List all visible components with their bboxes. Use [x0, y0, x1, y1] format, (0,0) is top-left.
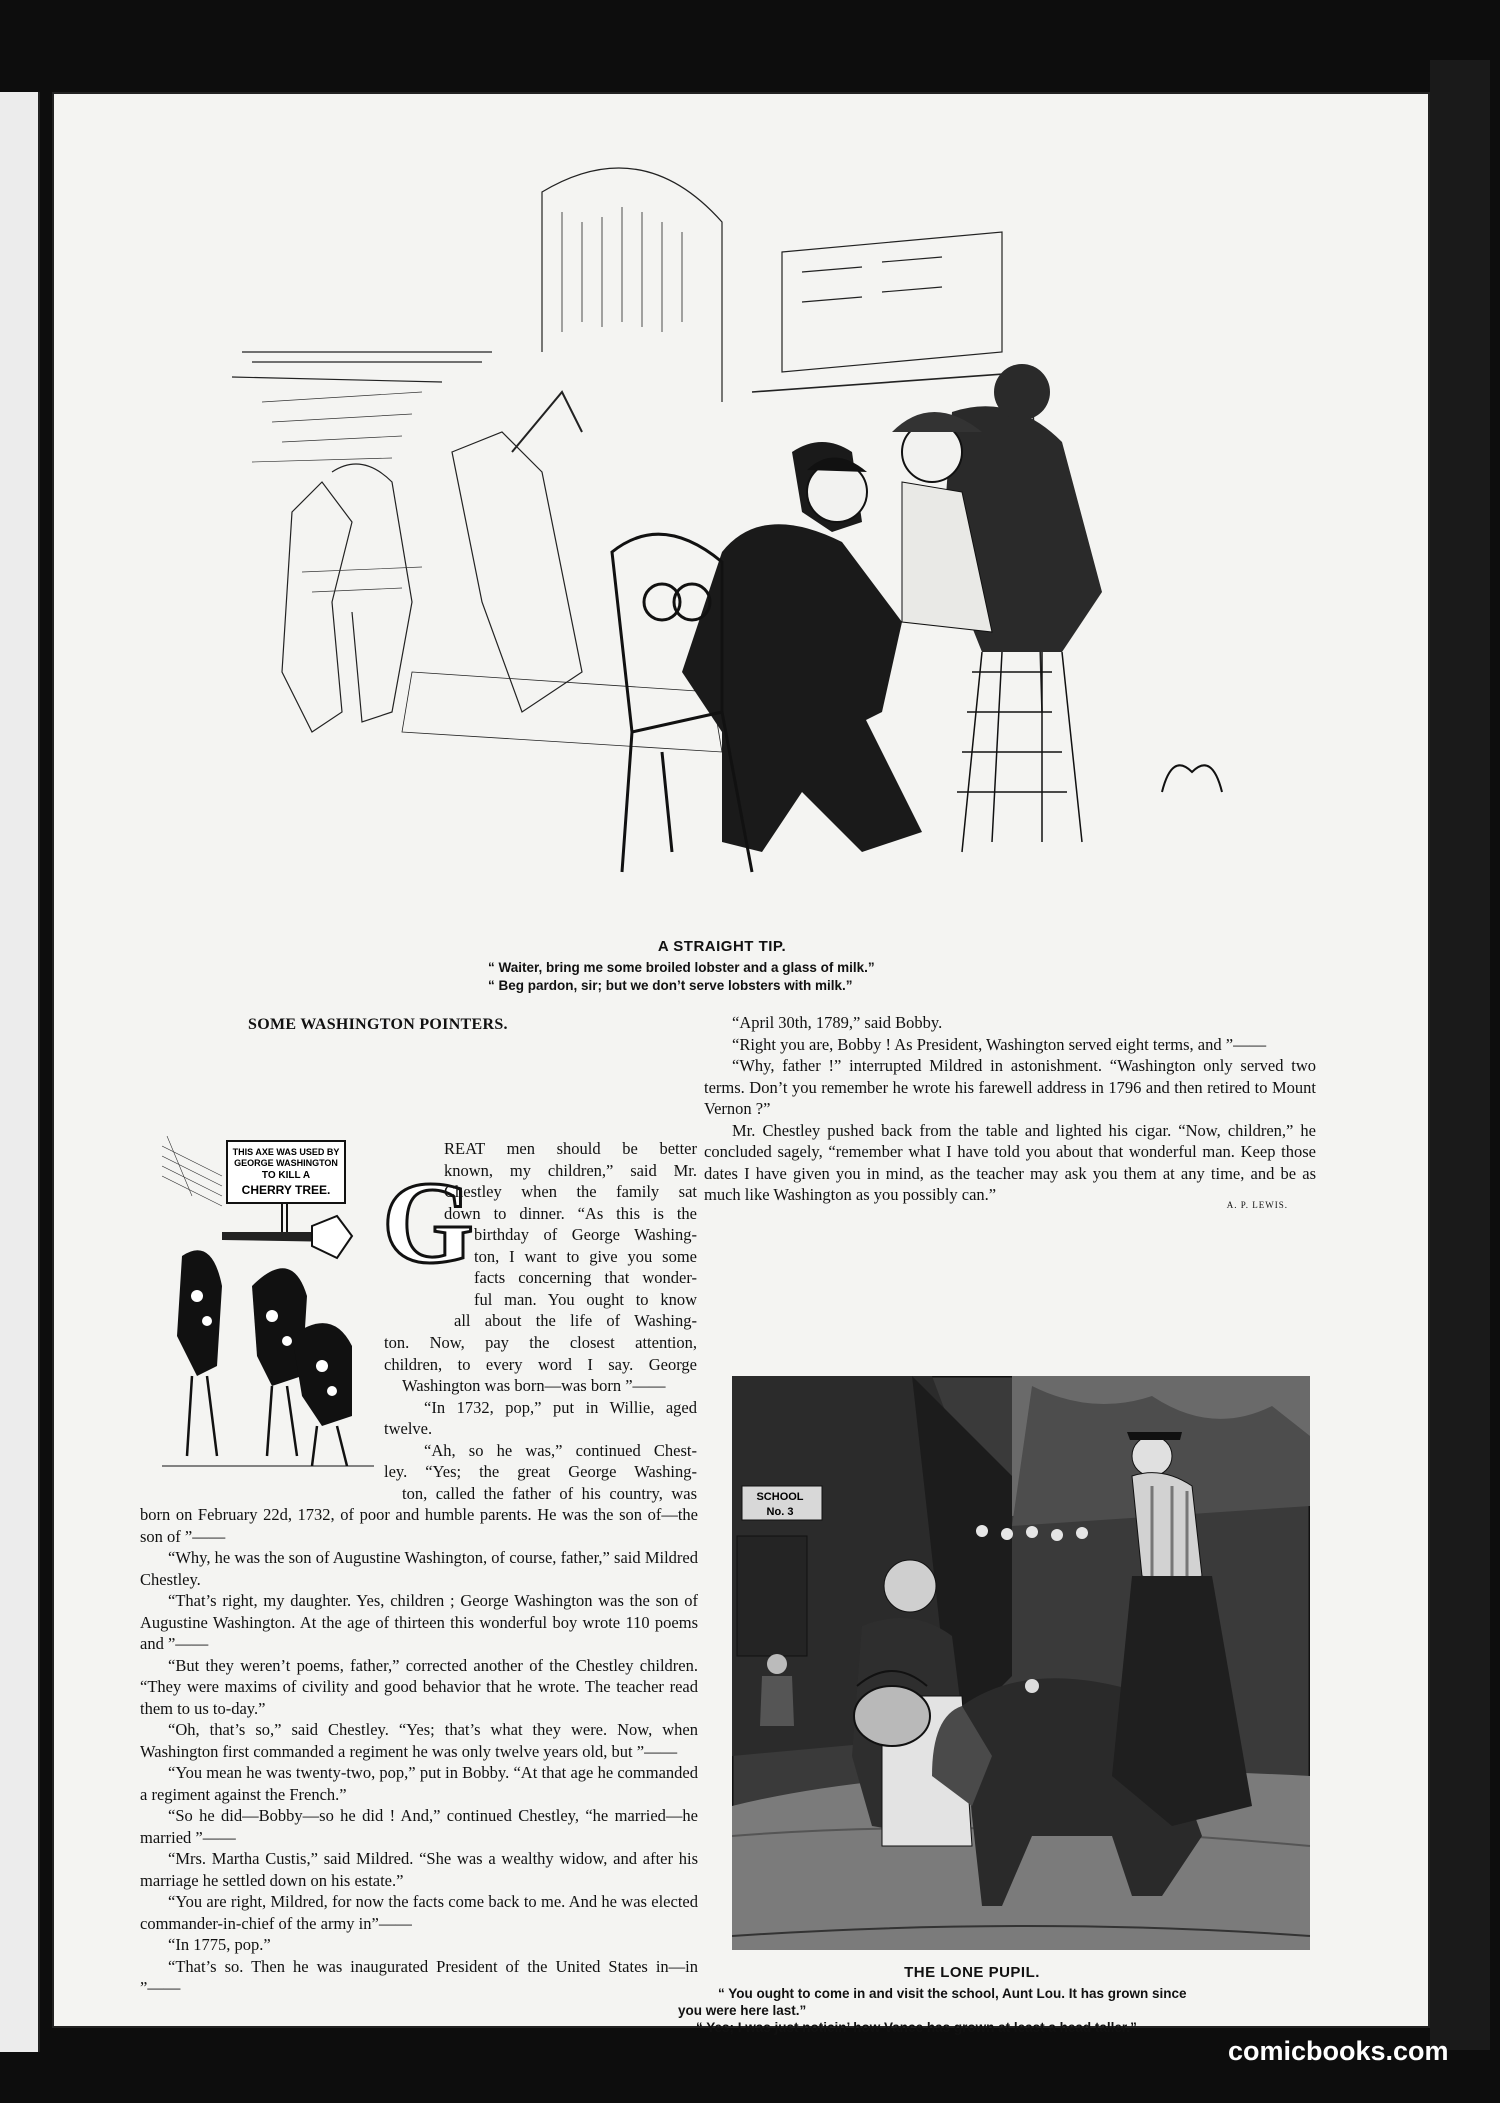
byline-text: A. P. LEWIS. — [1226, 1199, 1288, 1210]
paragraph: “Oh, that’s so,” said Chestley. “Yes; that’s what they were. Now, when Washington first commanded a regiment he was only twelve years old, but ”—— — [140, 1720, 698, 1761]
straight-tip-illustration — [162, 152, 1362, 912]
text-line: facts concerning that wonder- — [474, 1268, 697, 1287]
text-line: REAT men should be better — [444, 1139, 697, 1158]
text-line: twelve. — [384, 1419, 433, 1438]
paragraph: “Mrs. Martha Custis,” said Mildred. “She was a wealthy widow, and after his marriage he settled down on his estate.” — [140, 1849, 698, 1890]
bottom-caption-title: THE LONE PUPIL. — [904, 1964, 1040, 1981]
text-line: down to dinner. “As this is the — [444, 1203, 697, 1223]
text-line: ton, called the father of his country, was — [402, 1483, 697, 1503]
paragraph: “Right you are, Bobby ! As President, Washington served eight terms, and ”—— — [732, 1034, 1267, 1054]
lone-pupil-illustration — [732, 1376, 1310, 1950]
sign-line-2: GEORGE WASHINGTON — [234, 1158, 338, 1168]
article-left-column — [140, 1504, 698, 1999]
text-line: birthday of George Washing- — [474, 1225, 697, 1244]
paragraph: “That’s right, my daughter. Yes, children ; George Washington was the son of Augustine Washington. At the age of thirteen this wonderful boy wrote 110 poems and ”—— — [140, 1591, 698, 1653]
paragraph: “You mean he was twenty-two, pop,” put in Bobby. “At that age he commanded a regiment against the French.” — [140, 1763, 698, 1804]
paragraph: “Why, father !” interrupted Mildred in astonishment. “Washington only served two terms. Don’t you remember he wrote his farewell address in 1796 and then retired to Mount Vernon ?” — [704, 1056, 1316, 1118]
article-title: SOME WASHINGTON POINTERS. — [248, 1016, 508, 1033]
text-line: children, to every word I say. George — [384, 1354, 697, 1374]
article-medium-column — [384, 1332, 697, 1504]
bottom-caption-line-3: “ Yes; I was just noticin’ how Vance has grown at least a head taller.” — [696, 2020, 1137, 2035]
paragraph: born on February 22d, 1732, of poor and humble parents. He was the son of—the son of ”—— — [140, 1505, 698, 1546]
bottom-caption-line-2: you were here last.” — [678, 2003, 807, 2018]
text-line: “In 1732, pop,” put in Willie, aged — [424, 1397, 697, 1417]
school-sign-line-1: SCHOOL — [756, 1491, 804, 1503]
text-line: all about the life of Washing- — [454, 1311, 697, 1330]
top-caption-title: A STRAIGHT TIP. — [657, 938, 787, 955]
site-watermark: comicbooks.com — [1228, 2036, 1449, 2066]
school-sign-line-2: No. 3 — [766, 1506, 794, 1518]
paragraph: “Why, he was the son of Augustine Washington, of course, father,” said Mildred Chestley. — [140, 1548, 698, 1589]
magazine-page — [52, 92, 1430, 2035]
paragraph: “You are right, Mildred, for now the facts come back to me. And he was elected commander-in-chief of the army in”—— — [140, 1892, 698, 1933]
sign-line-1: THIS AXE WAS USED BY — [232, 1147, 340, 1157]
text-line: ful man. You ought to know — [474, 1289, 697, 1309]
paragraph: Mr. Chestley pushed back from the table and lighted his cigar. “Now, children,” he concluded sagely, “remember what I have told you about that wonderful man. Keep those dates I have given you in mind, as the teacher may ask you them at any time, and be as much like Washington as you possibly can.” — [704, 1120, 1316, 1204]
drop-cap: G — [382, 1157, 474, 1288]
paragraph: “That’s so. Then he was inaugurated President of the United States in—in ”—— — [140, 1956, 698, 1997]
cherry-tree-axe-illustration — [162, 1136, 374, 1472]
bottom-caption-line-1: “ You ought to come in and visit the school, Aunt Lou. It has grown since — [718, 1986, 1187, 2001]
paragraph: “In 1775, pop.” — [168, 1935, 271, 1954]
text-line: ley. “Yes; the great George Washing- — [384, 1462, 697, 1481]
sign-line-3: TO KILL A — [261, 1170, 311, 1181]
text-line: ton. Now, pay the closest attention, — [384, 1333, 697, 1352]
facing-page-edge — [0, 92, 40, 2052]
text-line: Chestley when the family sat — [444, 1182, 697, 1201]
text-line: known, my children,” said Mr. — [444, 1160, 697, 1180]
text-line: ton, I want to give you some — [474, 1246, 697, 1266]
top-caption-line-2: “ Beg pardon, sir; but we don’t serve lobsters with milk.” — [488, 978, 853, 993]
paragraph: “But they weren’t poems, father,” corrected another of the Chestley children. “They were maxims of civility and good behavior that he wrote. The teacher read them to us to-day.” — [140, 1655, 698, 1718]
paragraph: “April 30th, 1789,” said Bobby. — [732, 1013, 943, 1032]
article-narrow-column — [444, 1138, 697, 1332]
paragraph: “So he did—Bobby—so he did ! And,” continued Chestley, “he married—he married ”—— — [140, 1806, 698, 1847]
text-line: Washington was born—was born ”—— — [402, 1376, 666, 1395]
article-right-column — [704, 1012, 1316, 1216]
text-line: “Ah, so he was,” continued Chest- — [424, 1440, 697, 1460]
binding-shadow — [1430, 60, 1490, 2050]
sign-line-4: CHERRY TREE. — [241, 1183, 331, 1197]
top-caption-line-1: “ Waiter, bring me some broiled lobster and a glass of milk.” — [488, 960, 875, 975]
